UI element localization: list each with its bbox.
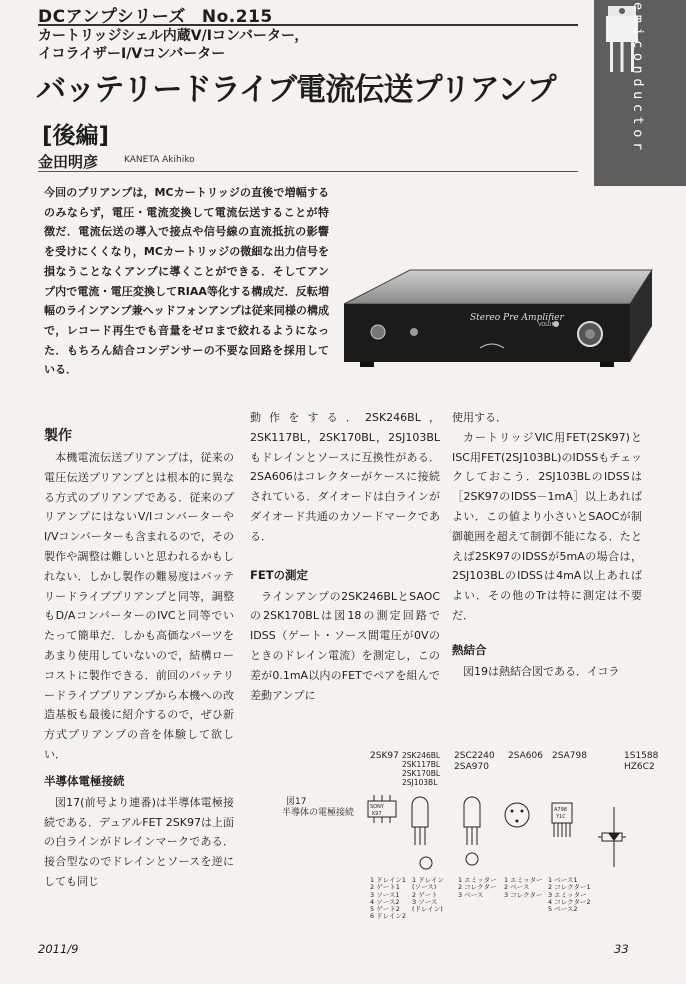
- column-1-paragraph-2: 図17(前号より連番)は半導体電極接続である．デュアルFET 2SK97は上面の白ラインがドレインマークである．接合型なのでドレインとソースを逆にしても同じ: [44, 795, 234, 888]
- part-name-2sk97: 2SK97: [370, 751, 399, 761]
- preamp-photo: [330, 264, 656, 378]
- column-3-paragraph-1: カートリッジVIC用FET(2SK97)とISC用FET(2SJ103BL)のIDSSもチェックしておこう．2SJ103BLのIDSSは［2SK97のIDSS－1mA］以上あればよい．この値より小さいとSAOCが制御範囲を超えて制御不能になる．たとえば2SK97のIDSSが5mAの場合は，2SJ103BLのIDSSは4mA以上あればよい．その他のTrは特に測定は不要だ．: [452, 430, 642, 622]
- column-3: [452, 408, 642, 682]
- intro-paragraph: 今回のプリアンプは，MCカートリッジの直後で増幅するのみならず，電圧・電流変換して電流伝送することが特徴だ．電流伝送の導入で接点や信号線の直流抵抗の影響を受けにくくなり，MCカートリッジの微細な出力信号を損なうことなくアンプに導くことができる．そしてアンプ内で電流・電圧変換してRIAA等化する構成だ．反転増幅のラインアンプ兼ヘッドフォンアンプは従来同様の構成で，レコード再生でも音量をゼロまで絞れるようになった．もちろん結合コンデンサーの不要な回路を採用している．: [44, 186, 329, 377]
- figure-caption: 半導体の電極接続: [282, 808, 355, 818]
- subheading-fet-measure: FETの測定: [250, 567, 309, 582]
- author-name-en: KANETA Akihiko: [124, 155, 195, 165]
- column-2: [250, 408, 440, 705]
- issue-date: 2011/9: [38, 942, 79, 956]
- column-1-paragraph-1: 本機電流伝送プリアンプは，従来の電圧伝送プリアンプとは根本的に異なる方式のプリアンプである．従来のプリアンプにはないV/IコンバーターやI/Vコンバーターも含まれるので，その製作や調整は難しいと思われるかもしれない．しかし製作の難易度はバッテリードライブプリアンプと同等，調整もD/AコンバーターのIVCと同等でいたって簡単だ．しかも高価なパーツをあまり使用していないので，結構ローコストに製作できる．前回のバッテリードライブプリアンプから本機への改造基板も最後に紹介するので，ぜひ新方式プリアンプの音を体験して欲しい．: [44, 451, 234, 761]
- column-1: [44, 448, 234, 892]
- column-2-paragraph-1: 動作をする．2SK246BL，2SK117BL，2SK170BL，2SJ103BLもドレインとソースに互換性がある．2SA606はコレクターがケースに接続されている．ダイオードは白ラインがダイオード共通のカソードマークである．: [250, 411, 440, 543]
- series-name: DCアンプシリーズ: [38, 7, 186, 27]
- author-name: 金田明彦: [38, 153, 99, 171]
- column-2-paragraph-2: ラインアンプの2SK246BLとSAOCの2SK170BLは図18の測定回路でIDSS（ゲート・ソース間電圧が0Vのときのドレイン電流）を測定し，この差が0.1mA以内のFETでペアを組んで差動アンプに: [250, 589, 440, 702]
- title-rule: [38, 171, 578, 172]
- pins-2sc2240: 1 エミッター 2 コレクター 3 ベース: [458, 876, 497, 899]
- figure-17: [252, 745, 670, 925]
- subtitle-line-2: イコライザーI/Vコンバーター: [38, 46, 226, 62]
- panel-script: Stereo Pre Amplifier: [470, 313, 564, 323]
- part-name-2sa606: 2SA606: [508, 751, 543, 761]
- column-3-paragraph-2: 図19は熱結合図である．イコラ: [463, 664, 620, 678]
- pins-2sk246bl: 1 ドレイン (ソース) 2 ゲート 3 ソース (ドレイン): [412, 876, 444, 914]
- part-name-2sa798: 2SA798: [552, 751, 587, 761]
- pins-2sk97: 1 ドレイン1 2 ゲート1 3 ソース1 4 ソース2 5 ゲート2 6 ドレイン2: [370, 876, 407, 921]
- pins-2sa798: 1 ベース1 2 コレクター1 3 エミッター 4 コレクター2 5 ベース2: [548, 876, 591, 914]
- part-name-1s1588: 1S1588 HZ6C2: [624, 751, 659, 772]
- svg-text:A798: A798: [554, 807, 567, 813]
- chip-mark-2: K97: [372, 811, 382, 817]
- subtitle-line-1: カートリッジシェル内蔵V/Iコンバーター，: [38, 28, 309, 44]
- article-title: バッテリードライブ電流伝送プリアンプ: [36, 72, 556, 108]
- figure-number: 図17: [286, 797, 307, 807]
- subheading-electrode: 半導体電極接続: [44, 773, 125, 788]
- subheading-thermal: 熱結合: [452, 642, 487, 657]
- panel-knob-label: VOLUME: [538, 322, 559, 328]
- pins-2sa606: 1 エミッター 2 ベース 3 コレクター: [504, 876, 543, 899]
- svg-text:Y1C: Y1C: [556, 814, 566, 820]
- column-3-paragraph-0: 使用する．: [452, 411, 507, 424]
- page-number: 33: [614, 942, 629, 956]
- section-heading-production: 製作: [44, 428, 72, 444]
- article-part: [後編]: [42, 123, 110, 149]
- series-number: No.215: [201, 7, 273, 27]
- part-name-2sk246bl: 2SK246BL 2SK117BL 2SK170BL 2SJ103BL: [402, 751, 441, 787]
- part-name-2sc2240: 2SC2240 2SA970: [454, 751, 495, 772]
- section-tab-label: emiconductor: [630, 2, 646, 155]
- chip-mark-1: SONY: [370, 804, 384, 810]
